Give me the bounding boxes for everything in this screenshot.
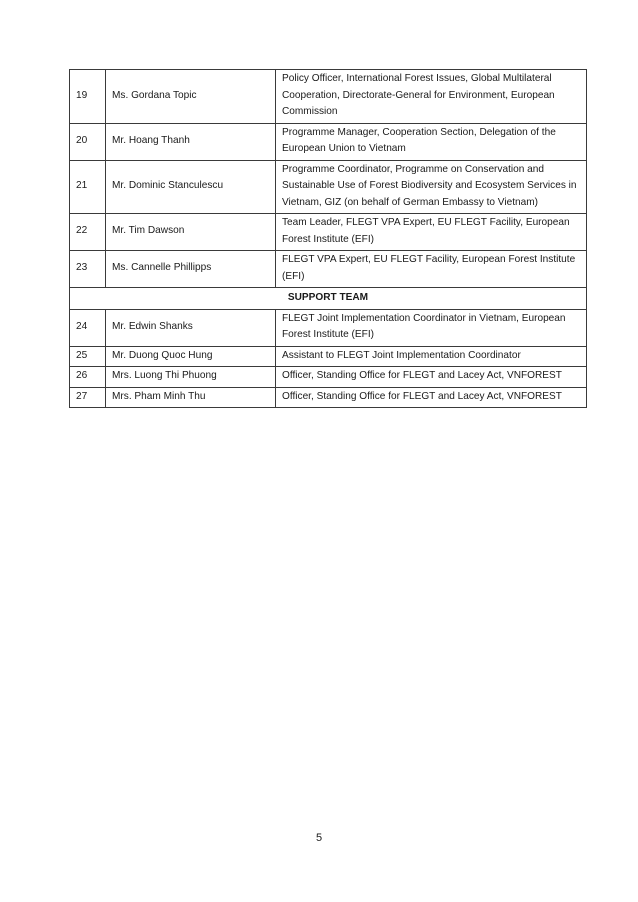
- participant-name: Mrs. Pham Minh Thu: [106, 387, 276, 408]
- table-row: [70, 387, 587, 408]
- row-number: 26: [70, 367, 106, 388]
- participant-role: Policy Officer, International Forest Issues, Global Multilateral Cooperation, Directorate-General for Environment, European Commission: [276, 70, 587, 124]
- row-number: 25: [70, 346, 106, 367]
- participant-role: FLEGT VPA Expert, EU FLEGT Facility, European Forest Institute (EFI): [276, 251, 587, 288]
- participant-role: Officer, Standing Office for FLEGT and Lacey Act, VNFOREST: [276, 387, 587, 408]
- participant-role: Programme Coordinator, Programme on Conservation and Sustainable Use of Forest Biodiversity and Ecosystem Services in Vietnam, GIZ (on behalf of German Embassy to Vietnam): [276, 160, 587, 214]
- row-number: 24: [70, 309, 106, 346]
- table-row: [70, 309, 587, 346]
- participants-table: [69, 69, 587, 408]
- participant-name: Mr. Duong Quoc Hung: [106, 346, 276, 367]
- table-row: [70, 70, 587, 124]
- row-number: 22: [70, 214, 106, 251]
- participant-name: Mrs. Luong Thi Phuong: [106, 367, 276, 388]
- participant-name: Mr. Tim Dawson: [106, 214, 276, 251]
- participant-name: Ms. Cannelle Phillipps: [106, 251, 276, 288]
- page-number: 5: [315, 832, 323, 844]
- table-row: [70, 214, 587, 251]
- section-header-row: [70, 288, 587, 310]
- table-row: [70, 367, 587, 388]
- participant-role: Officer, Standing Office for FLEGT and Lacey Act, VNFOREST: [276, 367, 587, 388]
- participant-role: Assistant to FLEGT Joint Implementation Coordinator: [276, 346, 587, 367]
- participant-name: Mr. Edwin Shanks: [106, 309, 276, 346]
- participant-role: FLEGT Joint Implementation Coordinator in Vietnam, European Forest Institute (EFI): [276, 309, 587, 346]
- participant-name: Mr. Dominic Stanculescu: [106, 160, 276, 214]
- participant-role: Programme Manager, Cooperation Section, Delegation of the European Union to Vietnam: [276, 123, 587, 160]
- row-number: 23: [70, 251, 106, 288]
- row-number: 27: [70, 387, 106, 408]
- participant-role: Team Leader, FLEGT VPA Expert, EU FLEGT Facility, European Forest Institute (EFI): [276, 214, 587, 251]
- row-number: 19: [70, 70, 106, 124]
- section-title: SUPPORT TEAM: [70, 288, 587, 310]
- table-row: [70, 251, 587, 288]
- participant-name: Ms. Gordana Topic: [106, 70, 276, 124]
- participant-name: Mr. Hoang Thanh: [106, 123, 276, 160]
- row-number: 21: [70, 160, 106, 214]
- row-number: 20: [70, 123, 106, 160]
- table-row: [70, 346, 587, 367]
- table-row: [70, 160, 587, 214]
- table-row: [70, 123, 587, 160]
